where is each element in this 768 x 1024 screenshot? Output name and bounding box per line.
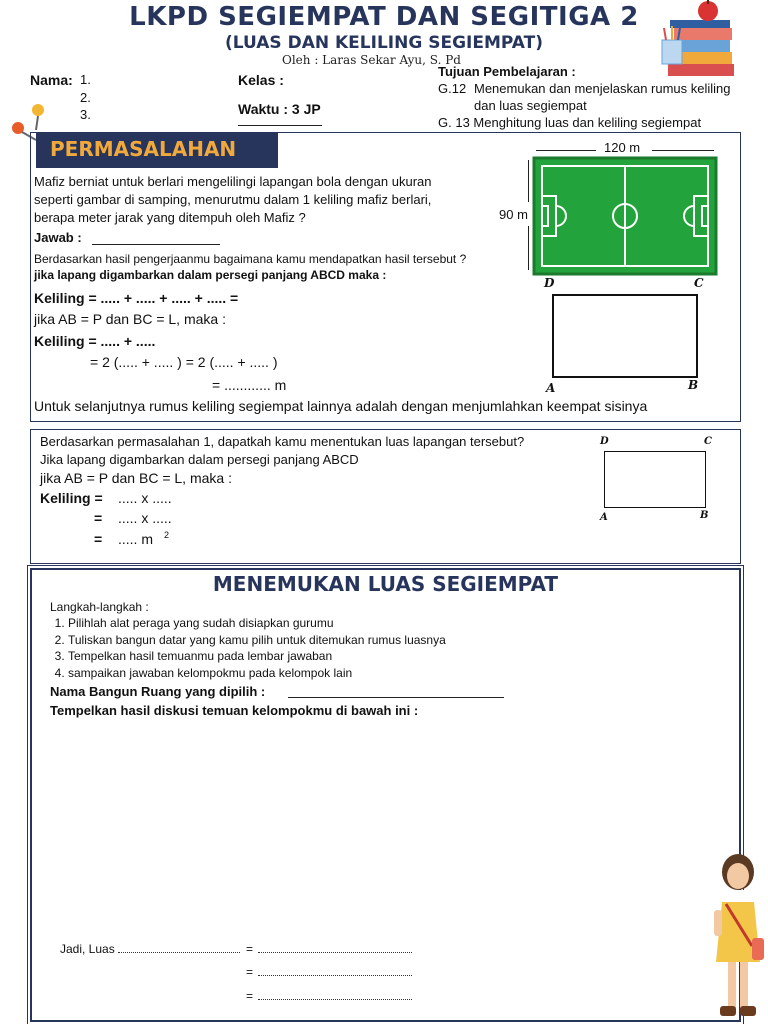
paste-label: Tempelkan hasil diskusi temuan kelompokmu di bawah ini : (50, 703, 419, 718)
rect-intro: jika lapang digambarkan dalam persegi panjang ABCD maka : (34, 268, 387, 282)
keliling-equation-2: = ............ m (212, 377, 287, 393)
field-width-label: 120 m (604, 140, 641, 155)
area-row-3: ..... m (118, 531, 153, 547)
point-d-label-2: D (600, 436, 609, 447)
objective-g12-line1: Menemukan dan menjelaskan rumus keliling (474, 81, 731, 96)
objectives-heading: Tujuan Pembelajaran : (438, 64, 576, 79)
discovery-title: MENEMUKAN LUAS SEGIEMPAT (212, 572, 559, 596)
jawab-label: Jawab : (34, 230, 82, 245)
objective-g12-code: G.12 (438, 81, 467, 96)
luas-blank-3[interactable] (258, 975, 412, 976)
nama-2: 2. (80, 90, 91, 105)
author-credit: Oleh : Laras Sekar Ayu, S. Pd (282, 53, 461, 67)
problem-text-2: seperti gambar di samping, menurutmu dalam 1 keliling mafiz berlari, (34, 192, 432, 207)
keliling-conclusion: Untuk selanjutnya rumus keliling segiempat lainnya adalah dengan menjumlahkan keempat sisinya (34, 398, 648, 414)
point-a-label-2: A (600, 512, 608, 523)
books-apple-illustration (660, 0, 740, 84)
area-question-2: Jika lapang digambarkan dalam persegi panjang ABCD (40, 452, 359, 467)
objective-g12-line2: dan luas segiempat (474, 98, 587, 113)
step-item: 3. Tempelkan hasil temuanmu pada lembar jawaban (68, 648, 446, 665)
nama-3: 3. (80, 107, 91, 122)
width-dimension-line-right (652, 150, 714, 151)
area-row-2: ..... x ..... (118, 510, 172, 526)
jika-statement: jika AB = P dan BC = L, maka : (34, 311, 226, 327)
rectangle-abcd-2 (604, 451, 706, 508)
jadi-luas-label: Jadi, Luas (60, 942, 115, 956)
nama-label: Nama: (30, 72, 73, 88)
point-c-label: C (694, 276, 704, 290)
shape-answer-line[interactable] (288, 697, 504, 698)
teacher-illustration (708, 850, 768, 1024)
waktu-label: Waktu : 3 JP (238, 101, 321, 117)
rectangle-abcd (552, 294, 698, 378)
problem-text-1: Mafiz berniat untuk berlari mengelilingi lapangan bola dengan ukuran (34, 174, 432, 189)
luas-eq-1: = (246, 942, 254, 956)
point-d-label: D (544, 276, 555, 290)
area-eq-sign-2: = (94, 510, 103, 526)
point-c-label-2: C (704, 436, 712, 447)
point-b-label: B (688, 378, 699, 392)
step-item: 4. sampaikan jawaban kelompokmu pada kelompok lain (68, 665, 446, 682)
area-unit-superscript: 2 (164, 530, 170, 540)
keliling-equation-1: = 2 (..... + ..... ) = 2 (..... + ..... ) (90, 354, 278, 370)
steps-label: Langkah-langkah : (50, 600, 149, 614)
area-row-1: ..... x ..... (118, 490, 172, 506)
luas-blank-2[interactable] (258, 952, 412, 953)
page-title: LKPD SEGIEMPAT DAN SEGITIGA 2 (129, 2, 639, 32)
soccer-field-illustration (532, 156, 718, 276)
objective-g13: G. 13 Menghitung luas dan keliling segiempat (438, 115, 702, 130)
luas-eq-2: = (246, 965, 254, 979)
page-subtitle: (LUAS DAN KELILING SEGIEMPAT) (225, 33, 543, 53)
field-height-label: 90 m (499, 207, 528, 222)
nama-1: 1. (80, 72, 91, 87)
step-item: 2. Tuliskan bangun datar yang kamu pilih untuk ditemukan rumus luasnya (68, 632, 446, 649)
steps-list (44, 615, 446, 681)
problem-text-3: berapa meter jarak yang ditempuh oleh Mafiz ? (34, 210, 306, 225)
luas-blank-1[interactable] (118, 952, 240, 953)
paste-area[interactable] (46, 722, 706, 936)
point-a-label: A (546, 381, 556, 395)
point-b-label-2: B (700, 510, 709, 521)
height-dimension-line-bottom (528, 226, 529, 270)
keliling-formula-1: Keliling = ..... + ..... + ..... + ..... = (34, 290, 239, 306)
height-dimension-line-top (528, 160, 529, 202)
width-dimension-line-left (536, 150, 596, 151)
problem-banner: PERMASALAHAN (36, 132, 278, 168)
jawab-answer-line[interactable] (92, 244, 220, 245)
luas-eq-3: = (246, 989, 254, 1003)
area-eq-sign-3: = (94, 531, 103, 547)
step-item: 1. Pilihlah alat peraga yang sudah disiapkan gurumu (68, 615, 446, 632)
keliling-formula-2: Keliling = ..... + ..... (34, 333, 156, 349)
area-jika-statement: jika AB = P dan BC = L, maka : (40, 470, 232, 486)
area-keliling-label: Keliling = (40, 490, 103, 506)
reason-question: Berdasarkan hasil pengerjaanmu bagaimana kamu mendapatkan hasil tersebut ? (34, 252, 467, 266)
waktu-underline (238, 125, 322, 126)
kelas-label: Kelas : (238, 72, 284, 88)
luas-blank-4[interactable] (258, 999, 412, 1000)
shape-label: Nama Bangun Ruang yang dipilih : (50, 684, 266, 699)
area-question-1: Berdasarkan permasalahan 1, dapatkah kamu menentukan luas lapangan tersebut? (40, 434, 525, 449)
